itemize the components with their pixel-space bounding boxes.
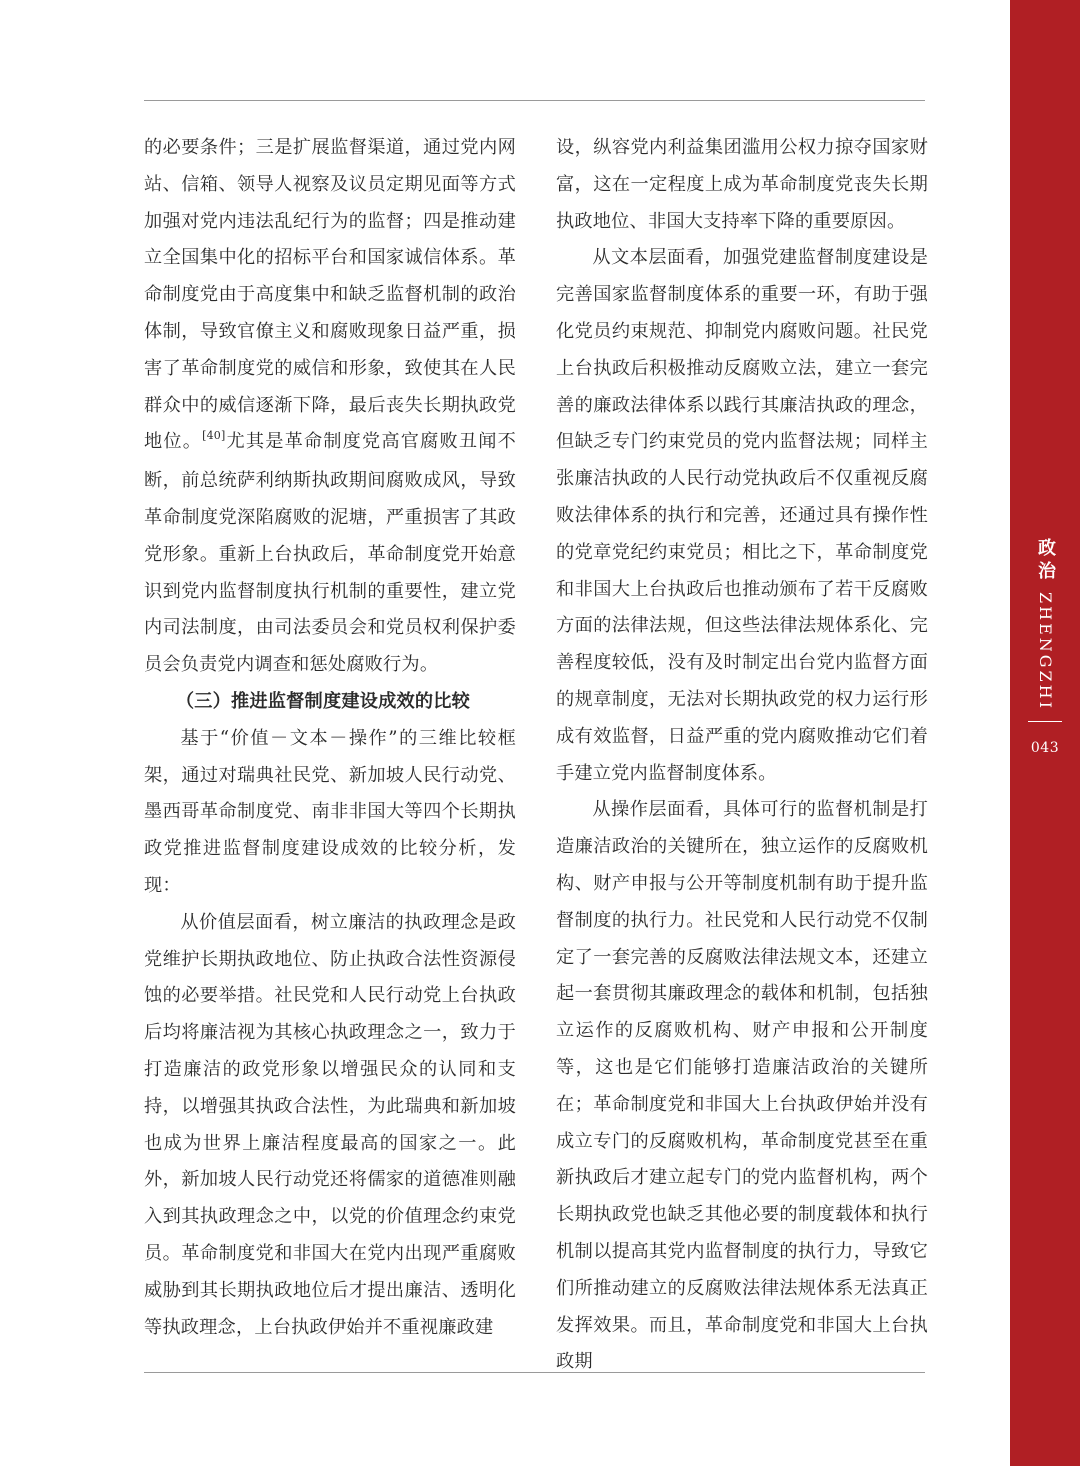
paragraph [144, 130, 516, 684]
section-title [1010, 538, 1080, 711]
paragraph-text: 的必要条件；三是扩展监督渠道，通过党内网站、信箱、领导人视察及议员定期见面等方式加强对党内违法乱纪行为的监督；四是推动建立全国集中化的招标平台和国家诚信体系。革命制度党由于高度集中和缺乏监督机制的政治体制，导致官僚主义和腐败现象日益严重，损害了革命制度党的威信和形象，致使其在人民群众中的威信逐渐下降，最后丧失长期执政党地位。 [144, 137, 516, 453]
paragraph: 从价值层面看，树立廉洁的执政理念是政党维护长期执政地位、防止执政合法性资源侵蚀的必要举措。社民党和人民行动党上台执政后均将廉洁视为其核心执政理念之一，致力于打造廉洁的政党形象以增强民众的认同和支持，以增强其执政合法性，为此瑞典和新加坡也成为世界上廉洁程度最高的国家之一。此外，新加坡人民行动党还将儒家的道德准则融入到其执政理念之中，以党的价值理念约束党员。革命制度党和非国大在党内出现严重腐败威胁到其长期执政地位后才提出廉洁、透明化等执政理念，上台执政伊始并不重视廉政建 [144, 911, 516, 1338]
left-column [144, 130, 516, 1346]
section-sidebar [1010, 0, 1080, 1466]
citation-ref: [40] [202, 429, 226, 443]
paragraph: 从操作层面看，具体可行的监督机制是打造廉洁政治的关键所在，独立运作的反腐败机构、财产申报与公开等制度机制有助于提升监督制度的执行力。社民党和人民行动党不仅制定了一套完善的反腐败法律法规文本，还建立起一套贯彻其廉政理念的载体和机制，包括独立运作的反腐败机构、财产申报和公开制度等，这也是它们能够打造廉洁政治的关键所在；革命制度党和非国大上台执政伊始并没有成立专门的反腐败机构，革命制度党甚至在重新执政后才建立起专门的党内监督机构，两个长期执政党也缺乏其他必要的制度载体和执行机制以提高其党内监督制度的执行力，导致它们所推动建立的反腐败法律法规体系无法真正发挥效果。而且，革命制度党和非国大上台执政期 [556, 799, 928, 1373]
footer-rule [144, 1372, 925, 1373]
section-title-cn: 政治 [1035, 538, 1056, 584]
paragraph: 基于“价值－文本－操作”的三维比较框架，通过对瑞典社民党、新加坡人民行动党、墨西哥革命制度党、南非非国大等四个长期执政党推进监督制度建设成效的比较分析，发现： [144, 727, 516, 896]
page-number: 043 [1030, 740, 1060, 756]
section-heading: （三）推进监督制度建设成效的比较 [175, 690, 471, 712]
sidebar-divider [1028, 721, 1062, 722]
header-rule [144, 100, 925, 101]
section-title-en: ZHENGZHI [1036, 592, 1055, 711]
paragraph: 设，纵容党内利益集团滥用公权力掠夺国家财富，这在一定程度上成为革命制度党丧失长期执政地位、非国大支持率下降的重要原因。 [556, 137, 928, 232]
right-column [556, 130, 928, 1381]
paragraph-text: 尤其是革命制度党高官腐败丑闻不断，前总统萨利纳斯执政期间腐败成风，导致革命制度党深陷腐败的泥塘，严重损害了其政党形象。重新上台执政后，革命制度党开始意识到党内监督制度执行机制的重要性，建立党内司法制度，由司法委员会和党员权利保护委员会负责党内调查和惩处腐败行为。 [144, 431, 516, 676]
paragraph: 从文本层面看，加强党建监督制度建设是完善国家监督制度体系的重要一环，有助于强化党员约束规范、抑制党内腐败问题。社民党上台执政后积极推动反腐败立法，建立一套完善的廉政法律体系以践行其廉洁执政的理念，但缺乏专门约束党员的党内监督法规；同样主张廉洁执政的人民行动党执政后不仅重视反腐败法律体系的执行和完善，还通过具有操作性的党章党纪约束党员；相比之下，革命制度党和非国大上台执政后也推动颁布了若干反腐败方面的法律法规，但这些法律法规体系化、完善程度较低，没有及时制定出台党内监督方面的规章制度，无法对长期执政党的权力运行形成有效监督，日益严重的党内腐败推动它们着手建立党内监督制度体系。 [556, 247, 928, 784]
